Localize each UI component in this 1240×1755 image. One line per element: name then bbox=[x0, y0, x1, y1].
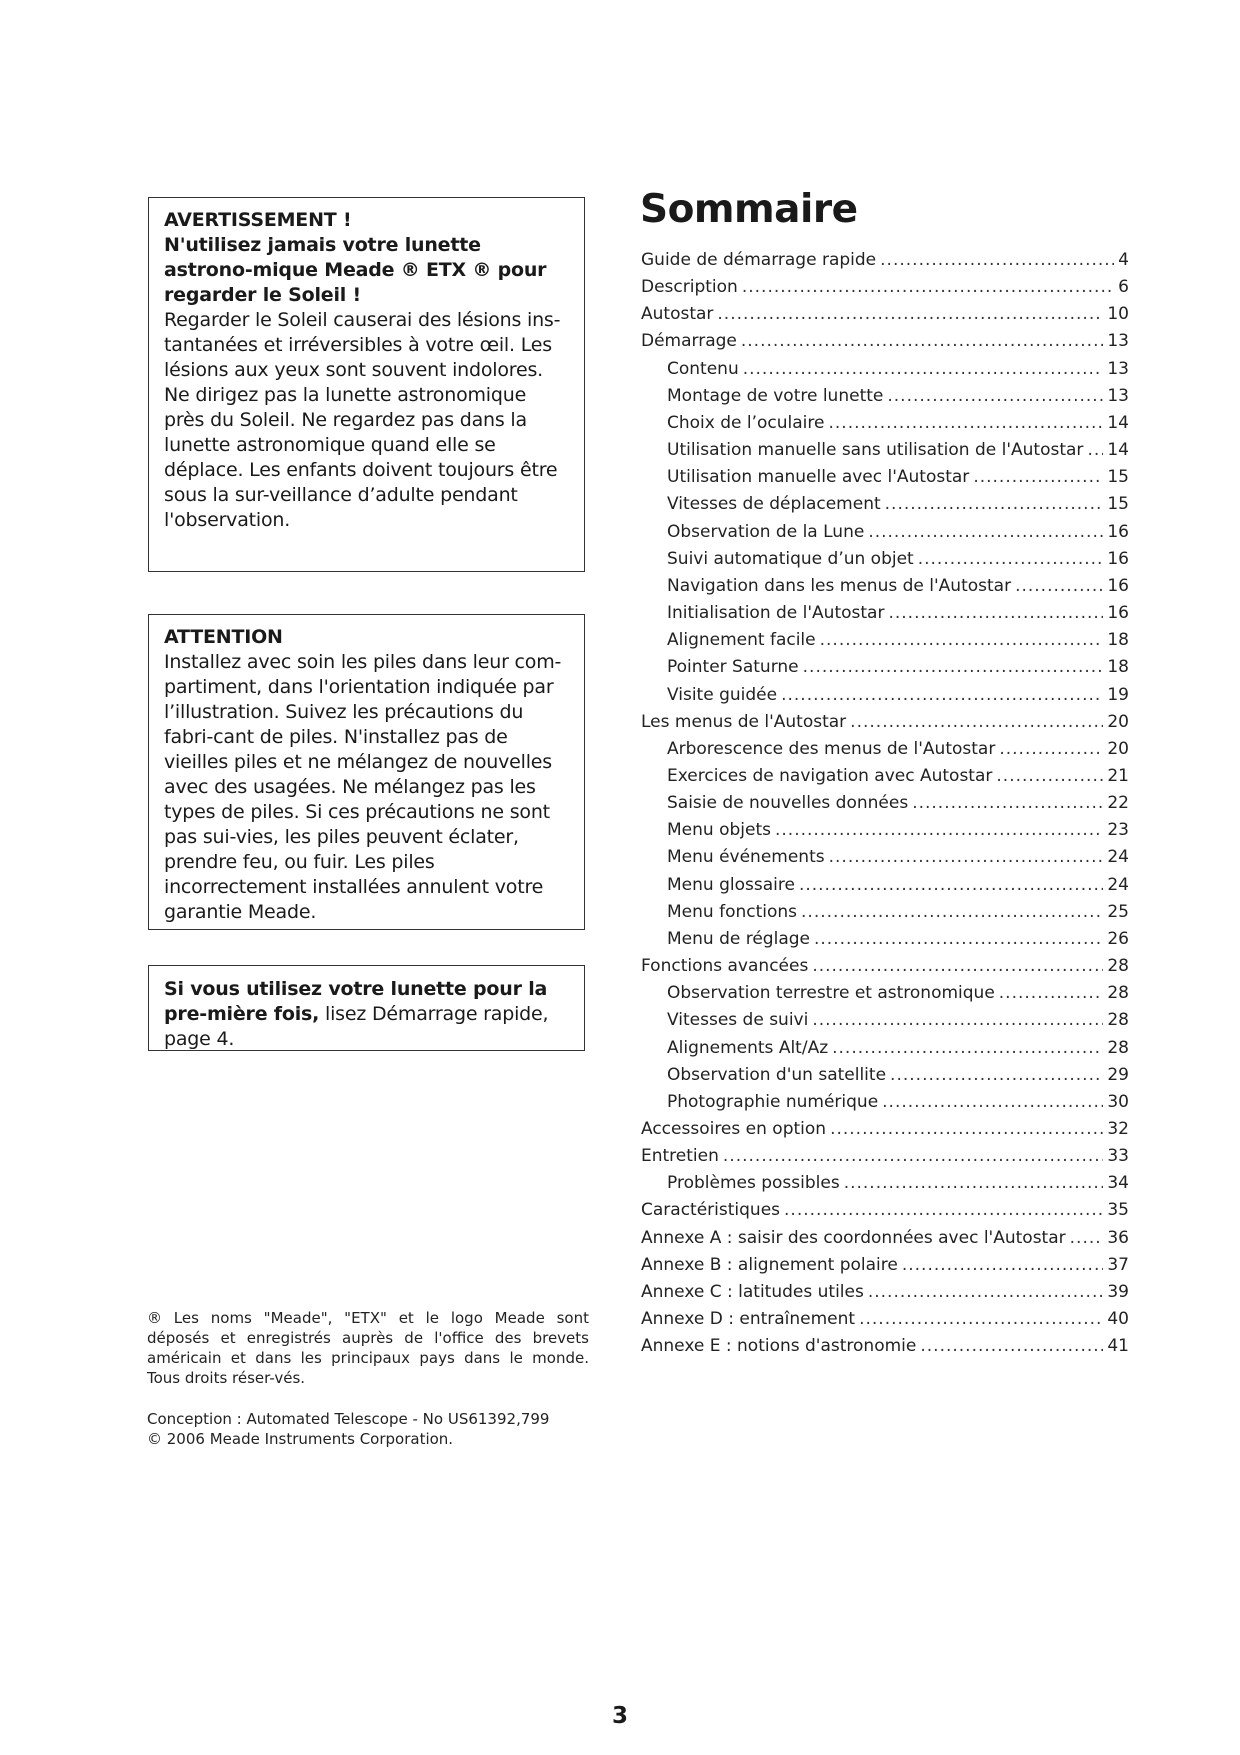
toc-leader-dots bbox=[890, 1062, 1103, 1089]
toc-entry bbox=[641, 1225, 1129, 1252]
toc-leader-dots bbox=[918, 546, 1104, 573]
toc-entry-page: 19 bbox=[1107, 684, 1129, 705]
toc-leader-dots bbox=[814, 926, 1103, 953]
toc-entry-title: Photographie numérique bbox=[667, 1091, 879, 1112]
toc-entry-title: Accessoires en option bbox=[641, 1119, 827, 1139]
toc-leader-dots bbox=[723, 1143, 1103, 1170]
toc-leader-dots bbox=[803, 654, 1104, 681]
toc-entry-title: Problèmes possibles bbox=[667, 1173, 840, 1194]
toc-entry-page: 33 bbox=[1107, 1146, 1129, 1167]
toc-entry-title: Observation terrestre et astronomique bbox=[667, 983, 995, 1004]
toc-leader-dots bbox=[902, 1252, 1104, 1279]
toc-entry bbox=[641, 1279, 1129, 1306]
toc-entry-title: Menu objets bbox=[667, 820, 771, 841]
toc-entry-page: 13 bbox=[1107, 358, 1129, 379]
toc-entry-title: Pointer Saturne bbox=[667, 657, 799, 678]
toc-entry bbox=[641, 1197, 1129, 1224]
toc-entry-title: Annexe C : latitudes utiles bbox=[641, 1281, 864, 1302]
toc-entry-title: Menu fonctions bbox=[667, 901, 798, 922]
toc-leader-dots bbox=[717, 301, 1103, 328]
toc-leader-dots bbox=[912, 790, 1103, 817]
toc-entry bbox=[641, 1170, 1129, 1197]
toc-entry bbox=[641, 437, 1129, 464]
toc-entry-title: Alignements Alt/Az bbox=[667, 1037, 829, 1058]
toc-entry bbox=[641, 600, 1129, 627]
toc-entry-title: Montage de votre lunette bbox=[667, 385, 884, 406]
toc-entry-page: 25 bbox=[1107, 901, 1129, 922]
toc-entry-title: Visite guidée bbox=[667, 684, 778, 705]
attention-title: ATTENTION bbox=[164, 626, 283, 648]
toc-entry bbox=[641, 1306, 1129, 1333]
toc-entry bbox=[641, 980, 1129, 1007]
toc-entry-title: Exercices de navigation avec Autostar bbox=[667, 765, 993, 786]
toc-entry-title: Choix de l’oculaire bbox=[667, 412, 825, 433]
toc-entry-page: 26 bbox=[1107, 928, 1129, 949]
toc-entry-page: 30 bbox=[1107, 1091, 1129, 1112]
trademark-notice: ® Les noms "Meade", "ETX" et le logo Meade sont déposés et enregistrés auprès de l'office des brevets américain et dans les principaux pays dans le monde. Tous droits réser-vés. bbox=[147, 1309, 589, 1387]
conception-notice bbox=[147, 1409, 589, 1449]
toc-leader-dots bbox=[820, 627, 1104, 654]
toc-leader-dots bbox=[742, 274, 1114, 301]
toc-entry-title: Menu événements bbox=[667, 847, 825, 868]
toc-leader-dots bbox=[799, 872, 1103, 899]
toc-leader-dots bbox=[920, 1333, 1103, 1360]
toc-entry-title: Annexe D : entraînement bbox=[641, 1309, 856, 1330]
toc-entry-title: Autostar bbox=[641, 304, 714, 325]
toc-leader-dots bbox=[999, 736, 1103, 763]
toc-entry-title: Menu glossaire bbox=[667, 874, 795, 895]
toc-entry-page: 29 bbox=[1107, 1064, 1129, 1085]
toc-entry bbox=[641, 464, 1129, 491]
toc-leader-dots bbox=[868, 1279, 1104, 1306]
toc-leader-dots bbox=[781, 682, 1103, 709]
toc-entry bbox=[641, 519, 1129, 546]
toc-entry bbox=[641, 899, 1129, 926]
toc-entry bbox=[641, 1062, 1129, 1089]
toc-entry bbox=[641, 247, 1129, 274]
toc-entry-page: 15 bbox=[1107, 494, 1129, 515]
toc-leader-dots bbox=[1087, 437, 1103, 464]
toc-entry-page: 40 bbox=[1107, 1309, 1129, 1330]
toc-leader-dots bbox=[828, 410, 1103, 437]
toc-entry-title: Caractéristiques bbox=[641, 1200, 781, 1221]
conception-line: Conception : Automated Telescope - No US61392,799 bbox=[147, 1410, 550, 1428]
toc-leader-dots bbox=[888, 600, 1103, 627]
toc-entry bbox=[641, 1007, 1129, 1034]
toc-entry-page: 23 bbox=[1107, 820, 1129, 841]
toc-leader-dots bbox=[859, 1306, 1103, 1333]
toc-entry-title: Utilisation manuelle sans utilisation de l'Autostar bbox=[667, 440, 1084, 461]
toc-entry-page: 14 bbox=[1107, 412, 1129, 433]
toc-entry bbox=[641, 573, 1129, 600]
toc-entry-title: Menu de réglage bbox=[667, 928, 810, 949]
first-time-text bbox=[164, 977, 570, 1052]
warning-box bbox=[148, 197, 585, 572]
toc-entry-page: 18 bbox=[1107, 630, 1129, 651]
toc-entry-title: Vitesses de déplacement bbox=[667, 494, 881, 515]
toc-entry-page: 14 bbox=[1107, 440, 1129, 461]
toc-entry-page: 15 bbox=[1107, 467, 1129, 488]
toc-entry-title: Annexe A : saisir des coordonnées avec l'Autostar bbox=[641, 1227, 1066, 1248]
toc-entry bbox=[641, 1143, 1129, 1170]
toc-entry bbox=[641, 817, 1129, 844]
warning-title: AVERTISSEMENT ! bbox=[164, 209, 352, 231]
copyright-line: © 2006 Meade Instruments Corporation. bbox=[147, 1430, 454, 1448]
toc-leader-dots bbox=[996, 763, 1103, 790]
warning-body: Regarder le Soleil causerai des lésions ins-tantanées et irréversibles à votre œil. Les lésions aux yeux sont souvent indolores. Ne dirigez pas la lunette astronomique près du Soleil. Ne regardez pas dans la lunette astronomique quand elle se déplace. Les enfants doivent toujours être sous la sur-veillance d’adulte pendant l'observation. bbox=[164, 309, 561, 531]
toc-entry bbox=[641, 953, 1129, 980]
toc-leader-dots bbox=[784, 1197, 1103, 1224]
toc-entry bbox=[641, 736, 1129, 763]
toc-entry-page: 22 bbox=[1107, 793, 1129, 814]
toc-leader-dots bbox=[829, 844, 1104, 871]
toc-entry-page: 34 bbox=[1107, 1173, 1129, 1194]
toc-entry-page: 4 bbox=[1118, 250, 1129, 270]
toc-entry-page: 32 bbox=[1107, 1119, 1129, 1139]
toc-entry-page: 39 bbox=[1107, 1281, 1129, 1302]
toc-entry-page: 13 bbox=[1107, 385, 1129, 406]
toc-entry-page: 20 bbox=[1107, 711, 1129, 732]
toc-entry bbox=[641, 383, 1129, 410]
toc-leader-dots bbox=[850, 709, 1103, 736]
toc-entry-page: 16 bbox=[1107, 603, 1129, 624]
toc-entry-page: 37 bbox=[1107, 1254, 1129, 1275]
toc-entry-title: Saisie de nouvelles données bbox=[667, 793, 909, 814]
toc-entry-page: 16 bbox=[1107, 521, 1129, 542]
page-number: 3 bbox=[611, 1703, 628, 1729]
toc-entry-title: Description bbox=[641, 277, 738, 298]
toc-entry-title: Observation de la Lune bbox=[667, 521, 865, 542]
toc-entry-title: Arborescence des menus de l'Autostar bbox=[667, 738, 996, 759]
toc-leader-dots bbox=[973, 464, 1103, 491]
toc-leader-dots bbox=[775, 817, 1103, 844]
toc-entry bbox=[641, 1035, 1129, 1062]
toc-leader-dots bbox=[801, 899, 1103, 926]
toc-entry-title: Initialisation de l'Autostar bbox=[667, 603, 885, 624]
attention-body: Installez avec soin les piles dans leur com-partiment, dans l'orientation indiquée par l’illustration. Suivez les précautions du fabri-cant de piles. N'installez pas de vieilles piles et ne mélangez de nouvelles avec des usagées. Ne mélangez pas les types de piles. Si ces précautions ne sont pas sui-vies, les piles peuvent éclater, prendre feu, ou fuir. Les piles incorrectement installées annulent votre garantie Meade. bbox=[164, 651, 562, 923]
toc-entry-title: Guide de démarrage rapide bbox=[641, 250, 877, 270]
toc-entry bbox=[641, 491, 1129, 518]
toc-entry bbox=[641, 654, 1129, 681]
toc-entry-title: Suivi automatique d’un objet bbox=[667, 548, 914, 569]
toc-entry bbox=[641, 627, 1129, 654]
first-time-bold: Si vous utilisez votre lunette pour la pre-mière fois, bbox=[164, 978, 548, 1025]
toc-entry bbox=[641, 328, 1129, 355]
toc-leader-dots bbox=[741, 328, 1103, 355]
toc-leader-dots bbox=[882, 1089, 1103, 1116]
toc-leader-dots bbox=[868, 519, 1103, 546]
toc-entry bbox=[641, 1089, 1129, 1116]
toc-leader-dots bbox=[832, 1035, 1103, 1062]
table-of-contents bbox=[641, 247, 1129, 1360]
toc-entry-page: 35 bbox=[1107, 1200, 1129, 1221]
toc-entry-title: Démarrage bbox=[641, 331, 737, 352]
toc-entry-page: 24 bbox=[1107, 874, 1129, 895]
toc-entry-title: Annexe E : notions d'astronomie bbox=[641, 1336, 917, 1357]
first-time-note bbox=[148, 965, 585, 1051]
toc-entry-title: Observation d'un satellite bbox=[667, 1064, 887, 1085]
toc-entry-title: Alignement facile bbox=[667, 630, 816, 651]
toc-entry bbox=[641, 1252, 1129, 1279]
toc-entry bbox=[641, 709, 1129, 736]
toc-entry-page: 28 bbox=[1107, 983, 1129, 1004]
toc-leader-dots bbox=[999, 980, 1104, 1007]
toc-entry-page: 10 bbox=[1107, 304, 1129, 325]
toc-leader-dots bbox=[885, 491, 1104, 518]
toc-entry-title: Fonctions avancées bbox=[641, 956, 809, 977]
toc-entry bbox=[641, 763, 1129, 790]
toc-entry-page: 13 bbox=[1107, 331, 1129, 352]
toc-entry-title: Vitesses de suivi bbox=[667, 1010, 809, 1031]
toc-entry bbox=[641, 1333, 1129, 1360]
toc-leader-dots bbox=[1070, 1225, 1104, 1252]
toc-leader-dots bbox=[880, 247, 1114, 274]
toc-entry-page: 41 bbox=[1107, 1336, 1129, 1357]
toc-entry-title: Navigation dans les menus de l'Autostar bbox=[667, 575, 1012, 596]
toc-leader-dots bbox=[887, 383, 1103, 410]
toc-entry-page: 20 bbox=[1107, 738, 1129, 759]
toc-entry bbox=[641, 301, 1129, 328]
toc-leader-dots bbox=[830, 1116, 1103, 1143]
toc-entry-title: Les menus de l'Autostar bbox=[641, 711, 847, 732]
toc-entry-page: 16 bbox=[1107, 575, 1129, 596]
toc-entry-page: 18 bbox=[1107, 657, 1129, 678]
toc-entry bbox=[641, 1116, 1129, 1143]
toc-entry bbox=[641, 682, 1129, 709]
first-time-normal: lisez Démarrage rapide, page 4. bbox=[164, 1003, 549, 1050]
toc-entry-page: 6 bbox=[1118, 277, 1129, 298]
toc-entry-title: Utilisation manuelle avec l'Autostar bbox=[667, 467, 970, 488]
toc-leader-dots bbox=[743, 356, 1104, 383]
toc-entry bbox=[641, 844, 1129, 871]
toc-leader-dots bbox=[844, 1170, 1104, 1197]
toc-entry-title: Contenu bbox=[667, 358, 739, 379]
toc-entry-page: 28 bbox=[1107, 1037, 1129, 1058]
toc-entry bbox=[641, 872, 1129, 899]
attention-box bbox=[148, 614, 585, 930]
toc-entry-page: 24 bbox=[1107, 847, 1129, 868]
toc-entry bbox=[641, 356, 1129, 383]
toc-title: Sommaire bbox=[640, 187, 858, 232]
toc-entry-title: Entretien bbox=[641, 1146, 719, 1167]
toc-entry-page: 21 bbox=[1107, 765, 1129, 786]
warning-subtitle: N'utilisez jamais votre lunette astrono-mique Meade ® ETX ® pour regarder le Soleil ! bbox=[164, 234, 547, 306]
toc-entry bbox=[641, 790, 1129, 817]
toc-entry-page: 28 bbox=[1107, 956, 1129, 977]
toc-entry bbox=[641, 926, 1129, 953]
toc-entry-page: 36 bbox=[1107, 1227, 1129, 1248]
toc-entry-title: Annexe B : alignement polaire bbox=[641, 1254, 898, 1275]
toc-entry-page: 16 bbox=[1107, 548, 1129, 569]
toc-leader-dots bbox=[812, 953, 1103, 980]
toc-entry bbox=[641, 274, 1129, 301]
toc-leader-dots bbox=[1015, 573, 1103, 600]
toc-entry-page: 28 bbox=[1107, 1010, 1129, 1031]
toc-leader-dots bbox=[812, 1007, 1103, 1034]
toc-entry bbox=[641, 410, 1129, 437]
toc-entry bbox=[641, 546, 1129, 573]
